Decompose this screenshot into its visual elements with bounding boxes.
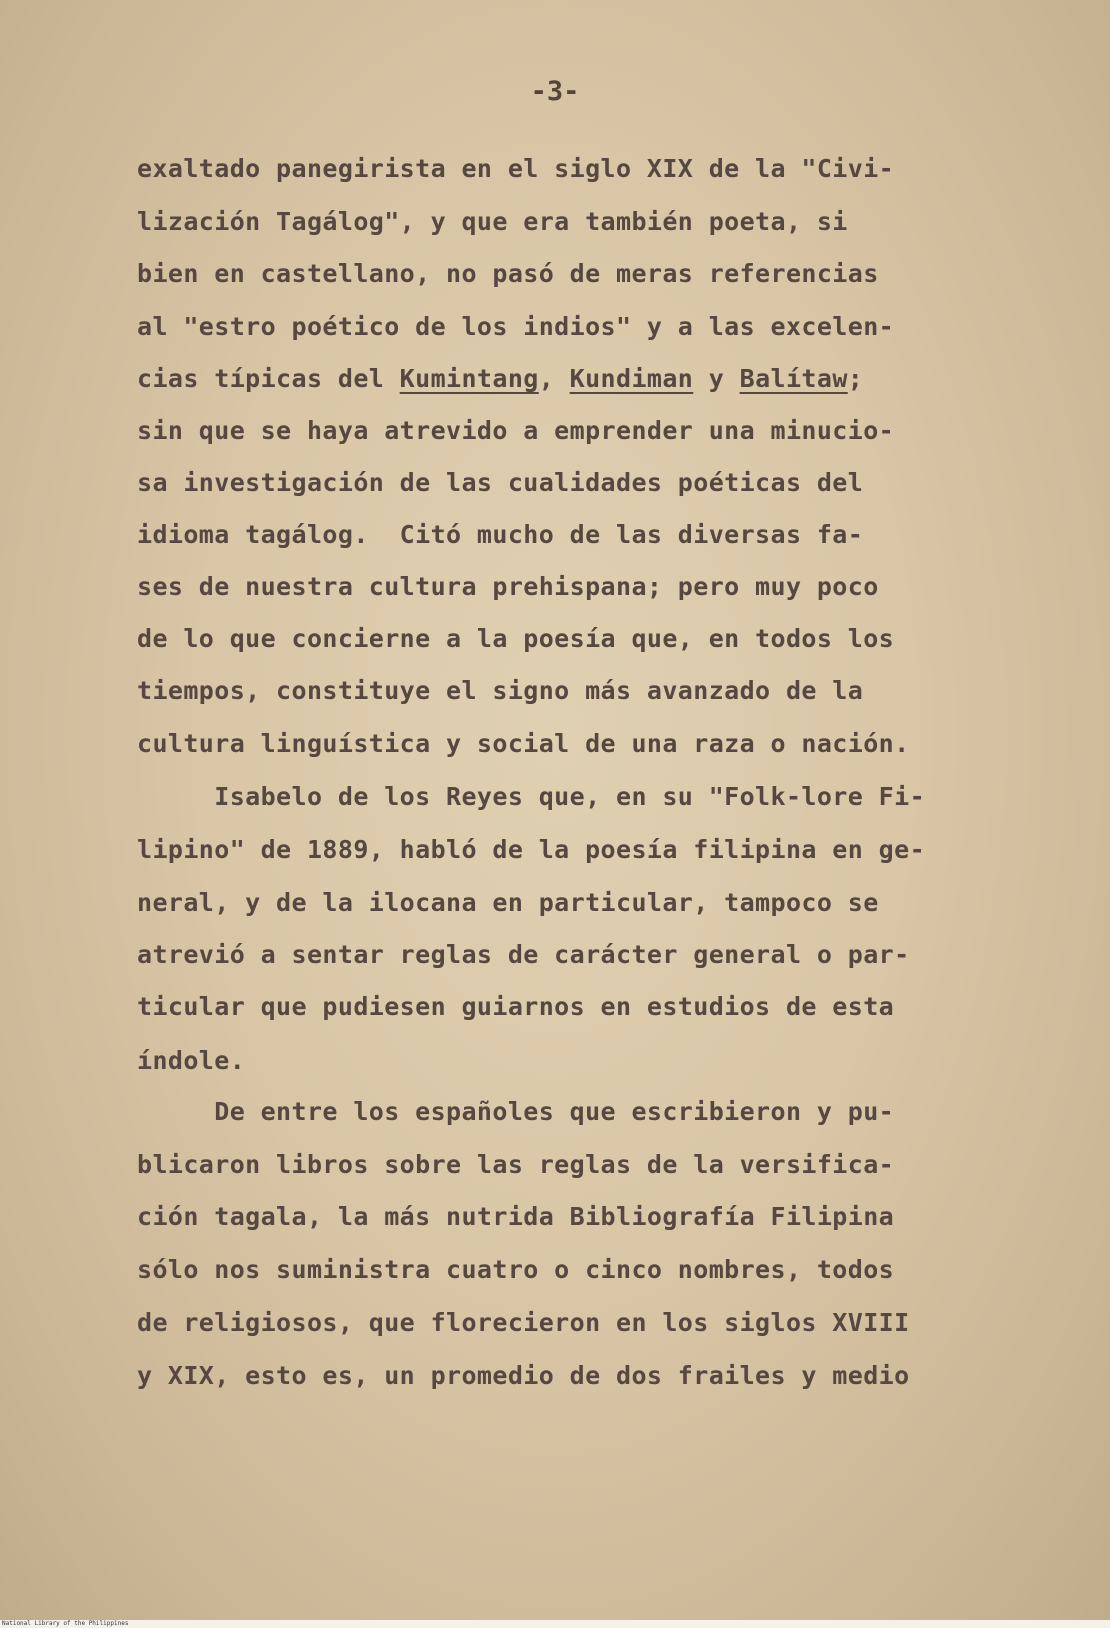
- text-line: [137, 364, 863, 394]
- underlined-term: Kundiman: [569, 364, 694, 393]
- text-span: y: [693, 364, 740, 393]
- page-number: -3-: [530, 76, 580, 107]
- text-line: de religiosos, que florecieron en los siglos XVIII: [137, 1308, 910, 1337]
- text-line: ticular que pudiesen guiarnos en estudios de esta: [137, 992, 895, 1021]
- text-line: al "estro poético de los indios" y a las excelen-: [137, 312, 895, 341]
- text-line: sólo nos suministra cuatro o cinco nombres, todos: [137, 1255, 895, 1284]
- text-line: idioma tagálog. Citó mucho de las diversas fa-: [137, 520, 864, 549]
- text-line: cultura linguística y social de una raza o nación.: [137, 729, 910, 758]
- text-line: blicaron libros sobre las reglas de la versifica-: [137, 1150, 895, 1179]
- text-line: tiempos, constituye el signo más avanzado de la: [137, 676, 864, 705]
- text-line: de lo que concierne a la poesía que, en todos los: [137, 624, 895, 653]
- text-line: exaltado panegirista en el siglo XIX de la "Civi-: [137, 154, 895, 183]
- text-line: neral, y de la ilocana en particular, tampoco se: [137, 888, 879, 917]
- underlined-term: Kumintang: [399, 364, 539, 393]
- text-line: atrevió a sentar reglas de carácter general o par-: [137, 940, 910, 969]
- text-line: lización Tagálog", y que era también poeta, si: [137, 207, 848, 236]
- text-span: ;: [847, 364, 864, 393]
- text-line: sin que se haya atrevido a emprender una minucio-: [137, 416, 895, 445]
- footer-credit: National Library of the Philippines: [2, 1620, 129, 1627]
- text-line: bien en castellano, no pasó de meras referencias: [137, 259, 879, 288]
- text-line: ses de nuestra cultura prehispana; pero muy poco: [137, 572, 879, 601]
- text-line: sa investigación de las cualidades poéticas del: [137, 468, 864, 497]
- text-line: ción tagala, la más nutrida Bibliografía Filipina: [137, 1202, 895, 1231]
- text-line: y XIX, esto es, un promedio de dos frailes y medio: [137, 1361, 910, 1390]
- footer-strip: [0, 1620, 1110, 1628]
- text-line: lipino" de 1889, habló de la poesía filipina en ge-: [137, 835, 926, 864]
- text-span: ,: [538, 364, 570, 393]
- text-line: De entre los españoles que escribieron y pu-: [137, 1097, 895, 1126]
- underlined-term: Balítaw: [739, 364, 848, 393]
- text-line: índole.: [137, 1046, 246, 1075]
- text-span: cias típicas del: [137, 364, 400, 393]
- text-line: Isabelo de los Reyes que, en su "Folk-lore Fi-: [137, 782, 926, 811]
